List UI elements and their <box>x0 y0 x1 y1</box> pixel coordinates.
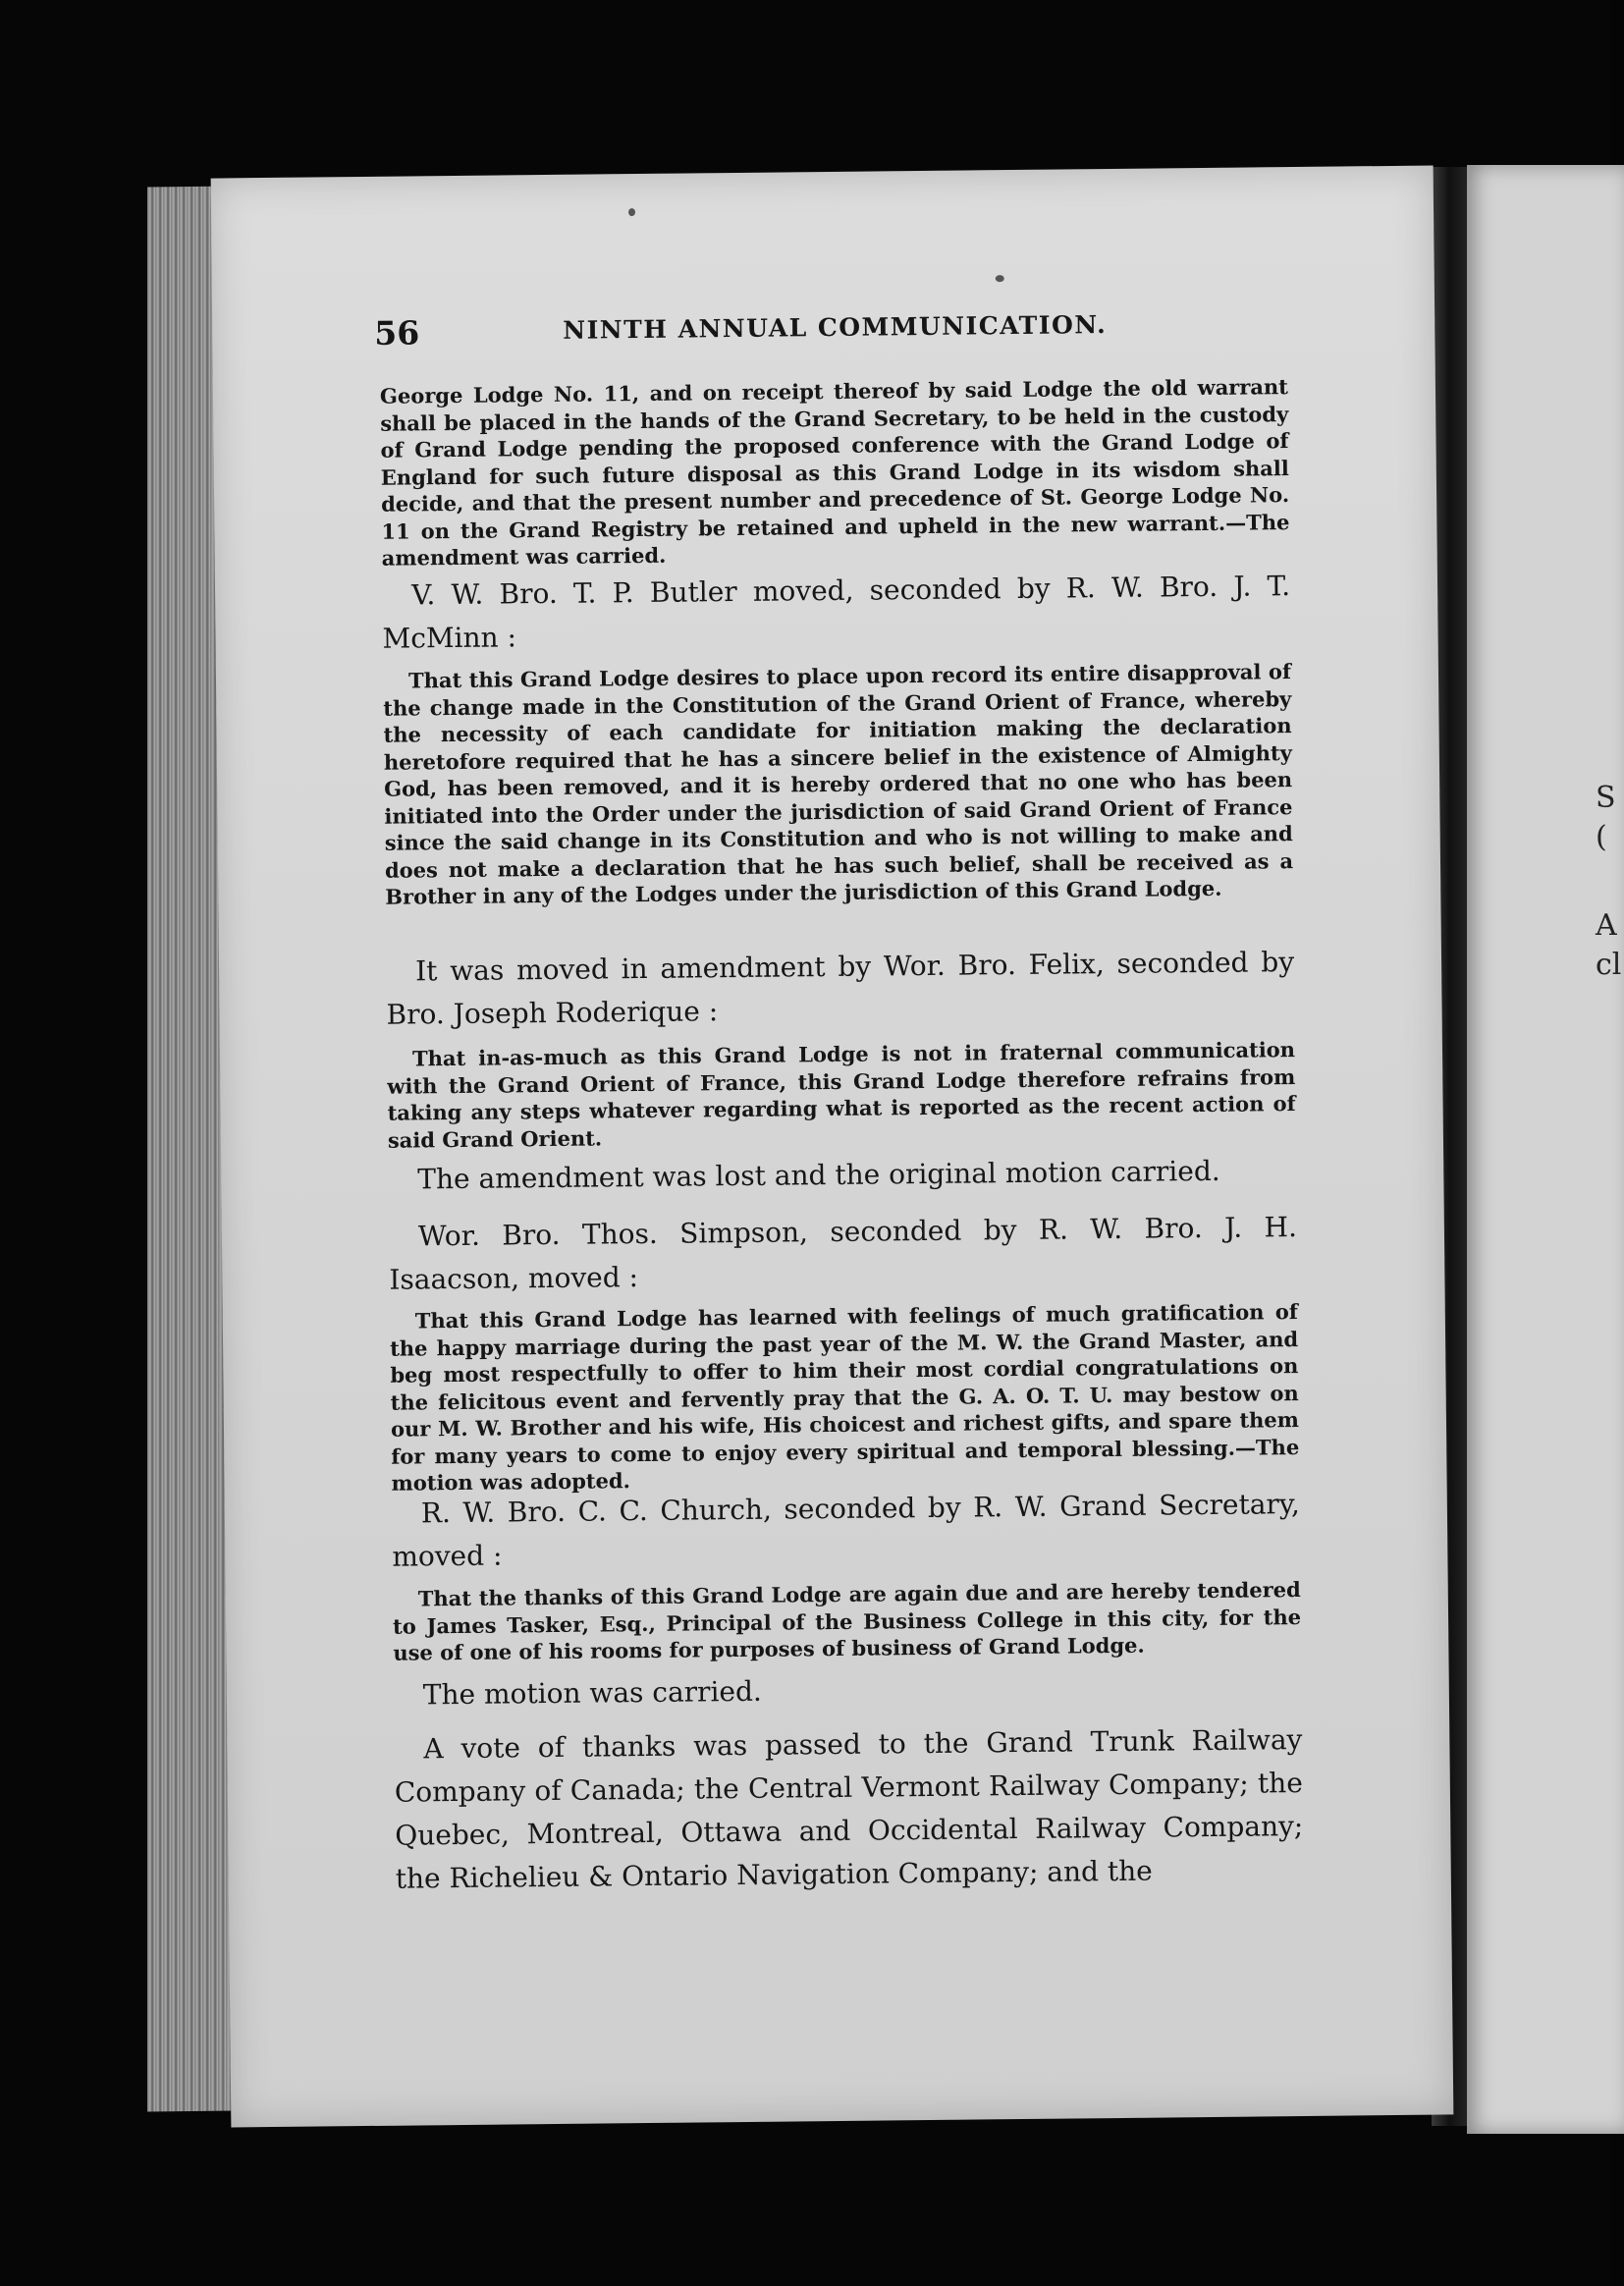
book-page <box>211 166 1454 2128</box>
facing-page-fragment: S <box>1596 781 1616 815</box>
facing-page <box>1467 165 1624 2134</box>
paragraph-fraternal-communication: That in-as-much as this Grand Lodge is not in fraternal communication with the Grand Orient of France, this Grand Lodge therefore refrains from taking any steps whatever regarding what is reported as the recent action of said Grand Orient. <box>387 1037 1296 1153</box>
running-head <box>374 304 1297 354</box>
dust-speck <box>628 208 635 216</box>
paragraph-felix-amendment: It was moved in amendment by Wor. Bro. Felix, seconded by Bro. Joseph Roderique : <box>386 946 1295 1031</box>
paragraph-church-motion: R. W. Bro. C. C. Church, seconded by R. W. Grand Secretary, moved : <box>392 1488 1301 1573</box>
paragraph-thanks-tasker: That the thanks of this Grand Lodge are again due and are hereby tendered to James Tasker, Esq., Principal of the Business College in this city, for the use of one of his rooms for purposes of business of Grand Lodge. <box>392 1577 1302 1665</box>
page-number: 56 <box>374 313 420 353</box>
paragraph-grand-orient-resolution: That this Grand Lodge desires to place upon record its entire disapproval of the change made in the Constitution of the Grand Orient of France, whereby the necessity of each candidate for initiation making the declaration heretofore required that he has a sincere belief in the existence of Almighty God, has been removed, and it is hereby ordered that no one who has been initiated into the Order under the jurisdiction of said Grand Orient of France since the said change in its Constitution and who is not willing to make and does not make a declaration that he has such belief, shall be received as a Brother in any of the Lodges under the jurisdiction of this Grand Lodge. <box>383 659 1294 909</box>
paragraph-amendment-continuation: George Lodge No. 11, and on receipt thereof by said Lodge the old warrant shall be placed in the hands of the Grand Secretary, to be held in the custody of Grand Lodge pending the proposed conference with the Grand Lodge of England for such future disposal as this Grand Lodge in its wisdom shall decide, and that the present number and precedence of St. George Lodge No. 11 on the Grand Registry be retained and upheld in the new warrant.—The amendment was carried. <box>379 374 1290 571</box>
facing-page-fragment: ( <box>1596 820 1607 854</box>
paragraph-motion-carried: The motion was carried. <box>422 1674 762 1712</box>
paragraph-amendment-lost: The amendment was lost and the original motion carried. <box>417 1154 1220 1196</box>
paragraph-vote-of-thanks: A vote of thanks was passed to the Grand Trunk Railway Company of Canada; the Central Vermont Railway Company; the Quebec, Montreal, Ottawa and Occidental Railway Company; the Richelieu & Ontario Navigation Company; and the <box>394 1723 1304 1895</box>
facing-page-fragment: A <box>1596 908 1617 943</box>
paragraph-butler-motion: V. W. Bro. T. P. Butler moved, seconded by R. W. Bro. J. T. McMinn : <box>382 570 1291 655</box>
facing-page-fragment: cl <box>1596 948 1622 982</box>
page-body <box>379 373 1304 1895</box>
running-title: NINTH ANNUAL COMMUNICATION. <box>563 310 1108 345</box>
paragraph-marriage-congratulations: That this Grand Lodge has learned with feelings of much gratification of the happy marriage during the past year of the M. W. the Grand Master, and beg most respectfully to offer to him their most cordial congratulations on the felicitous event and fervently pray that the G. A. O. T. U. may bestow on our M. W. Brother and his wife, His choicest and richest gifts, and spare them for many years to come to enjoy every spiritual and temporal blessing.—The motion was adopted. <box>389 1299 1300 1496</box>
dust-speck <box>996 275 1004 282</box>
paragraph-simpson-motion: Wor. Bro. Thos. Simpson, seconded by R. W. Bro. J. H. Isaacson, moved : <box>389 1211 1298 1296</box>
